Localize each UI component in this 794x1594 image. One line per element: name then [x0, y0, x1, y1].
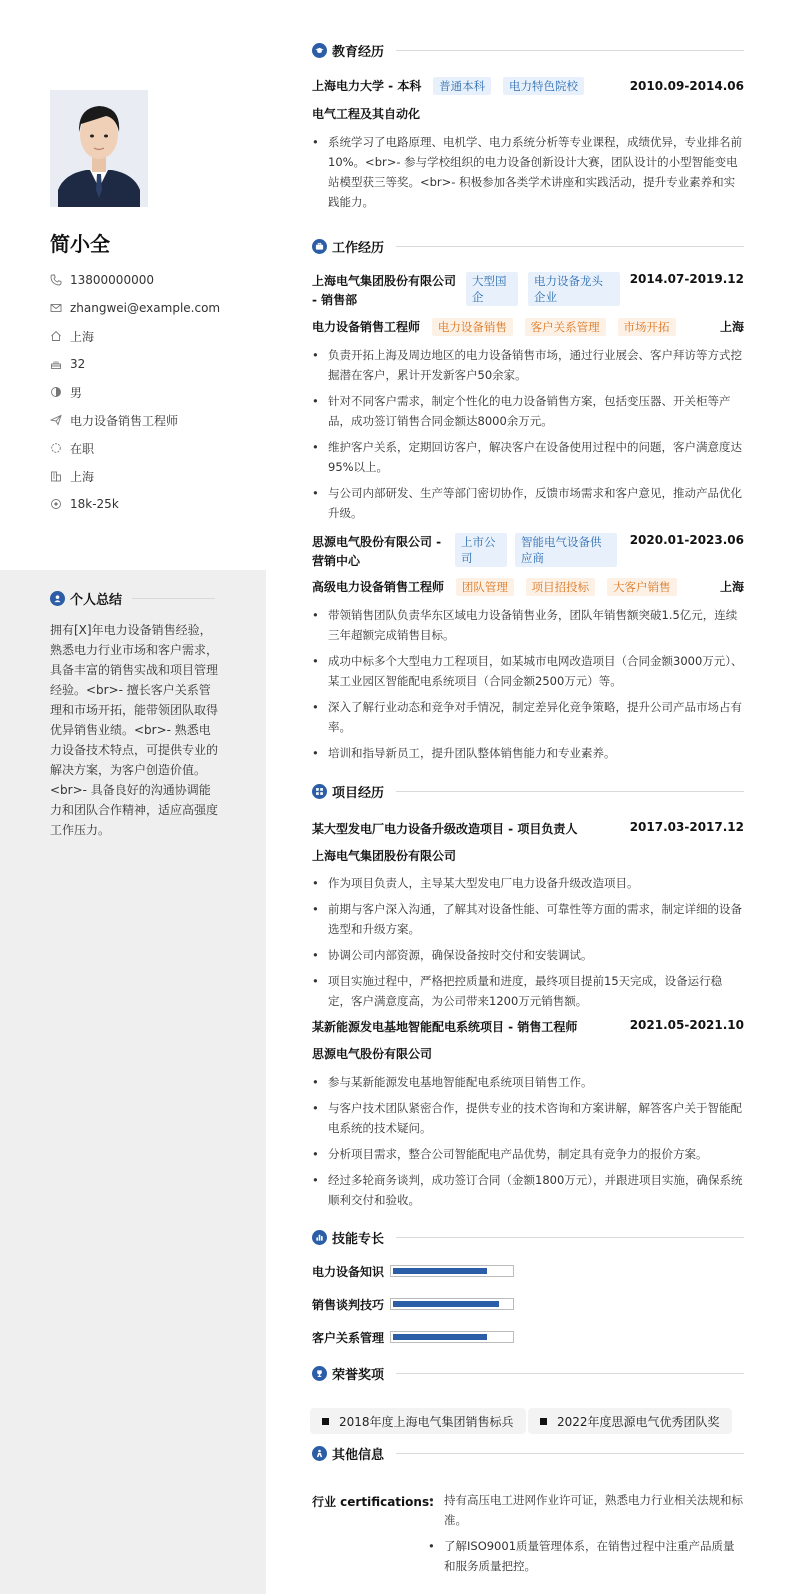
other-label: 行业 certifications:: [312, 1495, 434, 1509]
project-company: 思源电气股份有限公司: [312, 1047, 433, 1061]
grid-icon: [312, 784, 327, 799]
job-date: 2020.01-2023.06: [629, 533, 744, 547]
company-tag: 大型国 企: [466, 272, 518, 306]
skill-fill: [393, 1334, 487, 1340]
projects-section-header: 项目经历: [312, 782, 744, 801]
cake-icon: [50, 356, 70, 372]
education-entry-header: [312, 77, 744, 97]
education-tag: 普通本科: [433, 77, 491, 95]
info-gender: 男: [50, 378, 260, 406]
list-item: • 维护客户关系，定期回访客户，解决客户在设备使用过程中的问题，客户满意度达95%以上。: [312, 437, 744, 477]
list-item: • 成功中标多个大型电力工程项目，如某城市电网改造项目（合同金额3000万元）、某工业园区智能配电系统项目（合同金额2500万元）等。: [312, 651, 744, 691]
job-role-row: [312, 318, 744, 338]
trophy-icon: [312, 1366, 327, 1381]
award-item: 2022年度思源电气优秀团队奖: [528, 1408, 732, 1434]
project-entry-header: [312, 1018, 744, 1038]
project-company: 上海电气集团股份有限公司: [312, 849, 457, 863]
education-section-header: 教育经历: [312, 41, 744, 60]
list-item: • 了解ISO9001质量管理体系，在销售过程中注重产品质量和服务质量把控。: [428, 1536, 744, 1576]
list-item: • 培训和指导新员工，提升团队整体销售能力和专业素养。: [312, 743, 744, 763]
role-tag: 项目招投标: [526, 578, 596, 596]
list-item: • 针对不同客户需求，制定个性化的电力设备销售方案，包括变压器、开关柜等产品，成功签订销售合同金额达8000余万元。: [312, 391, 744, 431]
info-age: 32: [50, 350, 260, 378]
list-item: • 参与某新能源发电基地智能配电系统项目销售工作。: [312, 1072, 744, 1092]
role-tag: 大客户销售: [607, 578, 677, 596]
info-city: 上海: [50, 462, 260, 490]
mail-icon: [50, 300, 70, 316]
project-date: 2021.05-2021.10: [629, 1018, 744, 1032]
project-bullets: [312, 873, 744, 1017]
info-salary: 18k-25k: [50, 490, 260, 518]
building-icon: [50, 468, 70, 484]
square-bullet-icon: [322, 1418, 329, 1425]
job-entry-header: [312, 272, 744, 308]
education-major: 电气工程及其自动化: [312, 107, 421, 121]
award-item: 2018年度上海电气集团销售标兵: [310, 1408, 526, 1434]
skill-label: 销售谈判技巧: [312, 1297, 385, 1312]
skill-row: [312, 1330, 514, 1344]
job-role: 高级电力设备销售工程师: [312, 580, 445, 594]
skill-row: [312, 1264, 514, 1278]
list-item: • 分析项目需求，整合公司智能配电产品优势，制定具有竞争力的报价方案。: [312, 1144, 744, 1164]
work-section-header: 工作经历: [312, 237, 744, 256]
other-bullets: [428, 1490, 744, 1582]
project-name: 某大型发电厂电力设备升级改造项目 - 项目负责人: [312, 822, 578, 836]
education-tag: 电力特色院校: [503, 77, 584, 95]
left-sidebar: [0, 0, 266, 1594]
info-email: zhangwei@example.com: [50, 294, 260, 322]
bar-chart-icon: [312, 1230, 327, 1245]
list-item: • 项目实施过程中，严格把控质量和进度，最终项目提前15天完成，设备运行稳定，客户满意度高，为公司带来1200万元销售额。: [312, 971, 744, 1011]
job-location: 上海: [719, 580, 744, 594]
company-tag: 智能电气设备供 应商: [515, 533, 617, 567]
company-tag: 上市公 司: [455, 533, 507, 567]
list-item: • 与公司内部研发、生产等部门密切协作，反馈市场需求和客户意见，推动产品优化升级。: [312, 483, 744, 523]
list-item: • 前期与客户深入沟通，了解其对设备性能、可靠性等方面的需求，制定详细的设备选型和升级方案。: [312, 899, 744, 939]
skill-label: 客户关系管理: [312, 1330, 385, 1345]
job-bullets: [312, 605, 744, 769]
skill-row: [312, 1297, 514, 1311]
skills-section-header: 技能专长: [312, 1228, 744, 1247]
send-icon: [50, 412, 70, 428]
list-item: • 带领销售团队负责华东区域电力设备销售业务，团队年销售额突破1.5亿元，连续三年超额完成销售目标。: [312, 605, 744, 645]
role-tag: 市场开拓: [618, 318, 676, 336]
skill-fill: [393, 1301, 499, 1307]
other-section-header: 其他信息: [312, 1444, 744, 1463]
role-tag: 团队管理: [456, 578, 514, 596]
job-date: 2014.07-2019.12: [629, 272, 744, 286]
list-item: • 深入了解行业动态和竞争对手情况，制定差异化竞争策略，提升公司产品市场占有率。: [312, 697, 744, 737]
project-date: 2017.03-2017.12: [629, 820, 744, 834]
awards-section-header: 荣誉奖项: [312, 1364, 744, 1383]
skill-bar: [390, 1265, 514, 1277]
summary-text: 拥有[X]年电力设备销售经验，熟悉电力行业市场和客户需求，具备丰富的销售实战和项目管理经验。<br>- 擅长客户关系管理和市场开拓，能带领团队取得优异销售业绩。<br>- 熟悉电力设备技术特点，可提供专业的解决方案，为客户创造价值。<br>- 具备良好的沟通协调能力和团队合作精神，适应高强度工作压力。: [50, 623, 219, 837]
info-phone: 13800000000: [50, 266, 260, 294]
skill-bar: [390, 1331, 514, 1343]
education-date: 2010.09-2014.06: [629, 79, 744, 93]
job-role-row: [312, 578, 744, 598]
gender-icon: [50, 384, 70, 400]
list-item: • 负责开拓上海及周边地区的电力设备销售市场，通过行业展会、客户拜访等方式挖掘潜在客户，累计开发新客户50余家。: [312, 345, 744, 385]
skill-fill: [393, 1268, 487, 1274]
role-tag: 电力设备销售: [432, 318, 513, 336]
list-item: • 与客户技术团队紧密合作，提供专业的技术咨询和方案讲解，解答客户关于智能配电系统的技术疑问。: [312, 1098, 744, 1138]
job-entry-header: [312, 533, 744, 569]
person-icon: [312, 1446, 327, 1461]
skill-label: 电力设备知识: [312, 1264, 385, 1279]
list-item: • 协调公司内部资源，确保设备按时交付和安装调试。: [312, 945, 744, 965]
project-bullets: [312, 1072, 744, 1216]
school-name: 上海电力大学 - 本科: [312, 79, 422, 93]
info-home: 上海: [50, 322, 260, 350]
role-tag: 客户关系管理: [525, 318, 606, 336]
info-status: 在职: [50, 434, 260, 462]
summary-section-header: 个人总结: [50, 589, 215, 608]
education-bullets: [312, 132, 744, 218]
briefcase-icon: [312, 239, 327, 254]
company-tag: 电力设备龙头 企业: [528, 272, 620, 306]
list-item: • 系统学习了电路原理、电机学、电力系统分析等专业课程，成绩优异，专业排名前10%。<br>- 参与学校组织的电力设备创新设计大赛，团队设计的小型智能变电站模型获三等奖。<br>- 积极参加各类学术讲座和实践活动，提升专业素养和实践能力。: [312, 132, 744, 212]
project-name: 某新能源发电基地智能配电系统项目 - 销售工程师: [312, 1020, 578, 1034]
skill-bar: [390, 1298, 514, 1310]
list-item: • 持有高压电工进网作业许可证，熟悉电力行业相关法规和标准。: [428, 1490, 744, 1530]
list-item: • 经过多轮商务谈判，成功签订合同（金额1800万元），并跟进项目实施，确保系统顺利交付和验收。: [312, 1170, 744, 1210]
list-item: • 作为项目负责人，主导某大型发电厂电力设备升级改造项目。: [312, 873, 744, 893]
job-location: 上海: [719, 320, 744, 334]
info-position: 电力设备销售工程师: [50, 406, 260, 434]
candidate-name: 简小全: [50, 232, 110, 256]
company-name: 上海电气集团股份有限公司 - 销售部: [312, 274, 457, 307]
home-icon: [50, 328, 70, 344]
avatar-photo: [50, 90, 148, 207]
salary-icon: [50, 496, 70, 512]
phone-icon: [50, 272, 70, 288]
company-name: 思源电气股份有限公司 - 营销中心: [312, 535, 442, 568]
status-icon: [50, 440, 70, 456]
job-role: 电力设备销售工程师: [312, 320, 421, 334]
contact-info-list: [50, 266, 260, 518]
graduation-cap-icon: [312, 43, 327, 58]
project-entry-header: [312, 820, 744, 840]
user-icon: [50, 591, 65, 606]
square-bullet-icon: [540, 1418, 547, 1425]
job-bullets: [312, 345, 744, 529]
